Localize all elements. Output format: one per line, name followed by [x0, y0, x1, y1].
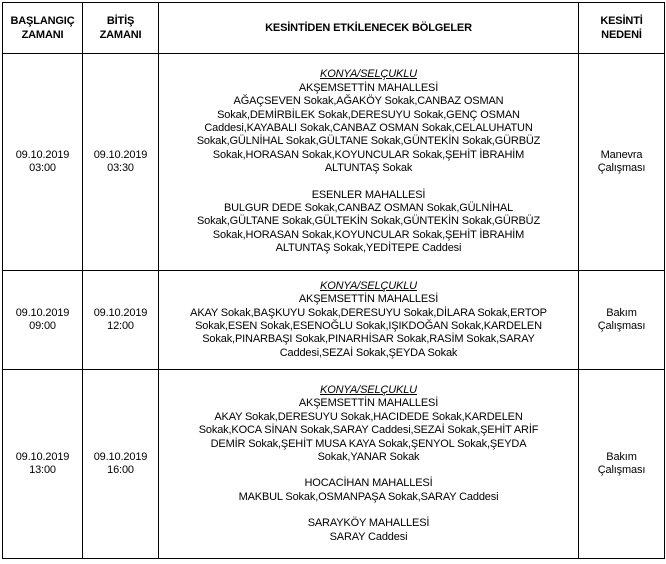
reason-line: Manevra: [600, 148, 643, 161]
end-date: 09.10.2019: [93, 148, 148, 161]
header-regions: [159, 3, 579, 54]
start-date: 09.10.2019: [15, 450, 70, 463]
header-reason: [579, 3, 665, 54]
neighborhood-block: [161, 477, 576, 504]
reason-line: Çalışması: [597, 320, 646, 332]
neighborhood-name: SARAYKÖY MAHALLESİ: [307, 517, 430, 530]
reason-line: Çalışması: [597, 464, 646, 476]
header-end-time: [83, 3, 159, 54]
reason-cell: [579, 54, 665, 271]
street-list-line: AKAY Sokak,BAŞKUYU Sokak,DERESUYU Sokak,DİLARA Sokak,ERTOP: [190, 306, 547, 319]
street-list-line: AĞAÇSEVEN Sokak,AĞAKÖY Sokak,CANBAZ OSMAN: [233, 95, 504, 108]
end-time: 03:30: [107, 162, 134, 174]
street-list-line: Sokak,HORASAN Sokak,KOYUNCULAR Sokak,ŞEHİT İBRAHİM: [212, 148, 525, 161]
street-list-line: Sokak,ESEN Sokak,ESENOĞLU Sokak,IŞIKDOĞAN Sokak,KARDELEN: [195, 320, 542, 332]
street-list-line: DEMİR Sokak,ŞEHİT MUSA KAYA Sokak,ŞENYOL Sokak,ŞEYDA: [210, 437, 527, 450]
neighborhood-block: [161, 189, 576, 256]
end-date: 09.10.2019: [93, 306, 148, 319]
end-time: 16:00: [107, 464, 134, 476]
regions-cell: [159, 54, 579, 271]
end-cell: [83, 370, 159, 559]
table-row: [3, 370, 665, 559]
neighborhood-name: AKŞEMSETTİN MAHALLESİ: [298, 293, 439, 306]
street-list-line: Sokak,DEMİRBİLEK Sokak,DERESUYU Sokak,GENÇ OSMAN: [217, 108, 520, 121]
start-cell: [3, 271, 83, 370]
end-time: 12:00: [107, 320, 134, 332]
header-row: [3, 3, 665, 54]
start-cell: [3, 54, 83, 271]
outage-schedule-table: [2, 2, 665, 559]
table-row: [3, 271, 665, 370]
start-time: 03:00: [29, 162, 56, 174]
header-start-time: [3, 3, 83, 54]
end-cell: [83, 54, 159, 271]
street-list-line: AKAY Sokak,DERESUYU Sokak,HACIDEDE Sokak,KARDELEN: [214, 410, 523, 423]
header-reason-line: NEDENİ: [601, 29, 642, 41]
start-time: 09:00: [29, 320, 56, 332]
reason-line: Çalışması: [597, 162, 646, 174]
neighborhood-block: [161, 293, 576, 360]
reason-cell: [579, 370, 665, 559]
neighborhood-name: AKŞEMSETTİN MAHALLESİ: [298, 397, 439, 410]
city-district: KONYA/SELÇUKLU: [320, 68, 417, 81]
street-list-line: Caddesi,KAYABALI Sokak,CANBAZ OSMAN Sokak,CELALUHATUN: [204, 121, 533, 134]
end-date: 09.10.2019: [93, 450, 148, 463]
start-cell: [3, 370, 83, 559]
start-date: 09.10.2019: [15, 306, 70, 319]
neighborhood-name: ESENLER MAHALLESİ: [311, 188, 426, 201]
start-date: 09.10.2019: [15, 148, 70, 161]
regions-cell: [159, 370, 579, 559]
header-start-line: ZAMANI: [21, 29, 64, 41]
neighborhood-block: [161, 517, 576, 544]
street-list-line: Sokak,KOCA SİNAN Sokak,SARAY Caddesi,SEZAİ Sokak,ŞEHİT ARİF: [198, 424, 539, 437]
street-list-line: Sokak,PINARBAŞI Sokak,PINARHİSAR Sokak,RASİM Sokak,SARAY: [202, 333, 535, 346]
neighborhood-block: [161, 82, 576, 176]
header-end-line: ZAMANI: [99, 29, 142, 41]
header-start-line: BAŞLANGIÇ: [10, 15, 75, 27]
city-district: KONYA/SELÇUKLU: [320, 279, 417, 292]
header-end-line: BİTİŞ: [106, 15, 135, 27]
city-district: KONYA/SELÇUKLU: [320, 383, 417, 396]
reason-line: Bakım: [606, 450, 637, 463]
street-list-line: SARAY Caddesi: [329, 530, 408, 543]
street-list-line: ALTUNTAŞ Sokak: [324, 162, 413, 175]
reason-cell: [579, 271, 665, 370]
header-reason-line: KESİNTİ: [600, 15, 643, 27]
street-list-line: Caddesi,SEZAİ Sokak,ŞEYDA Sokak: [279, 346, 458, 359]
neighborhood-name: AKŞEMSETTİN MAHALLESİ: [298, 81, 439, 94]
street-list-line: Sokak,YANAR Sokak: [317, 451, 420, 463]
street-list-line: Sokak,GÜLNİHAL Sokak,GÜLTANE Sokak,GÜNTEKİN Sokak,GÜRBÜZ: [196, 135, 541, 148]
street-list-line: Sokak,HORASAN Sokak,KOYUNCULAR Sokak,ŞEHİT İBRAHİM: [212, 228, 525, 241]
street-list-line: BULGUR DEDE Sokak,CANBAZ OSMAN Sokak,GÜLNİHAL: [223, 202, 514, 215]
street-list-line: MAKBUL Sokak,OSMANPAŞA Sokak,SARAY Caddesi: [238, 490, 499, 503]
start-time: 13:00: [29, 464, 56, 476]
neighborhood-name: HOCACİHAN MAHALLESİ: [304, 477, 433, 490]
end-cell: [83, 271, 159, 370]
neighborhood-block: [161, 397, 576, 464]
reason-line: Bakım: [606, 306, 637, 319]
street-list-line: ALTUNTAŞ Sokak,YEDİTEPE Caddesi: [275, 242, 462, 255]
table-row: [3, 54, 665, 271]
header-regions-label: KESİNTİDEN ETKİLENECEK BÖLGELER: [265, 22, 472, 34]
regions-cell: [159, 271, 579, 370]
street-list-line: Sokak,GÜLTANE Sokak,GÜLTEKİN Sokak,GÜNTEKİN Sokak,GÜRBÜZ: [196, 215, 541, 228]
